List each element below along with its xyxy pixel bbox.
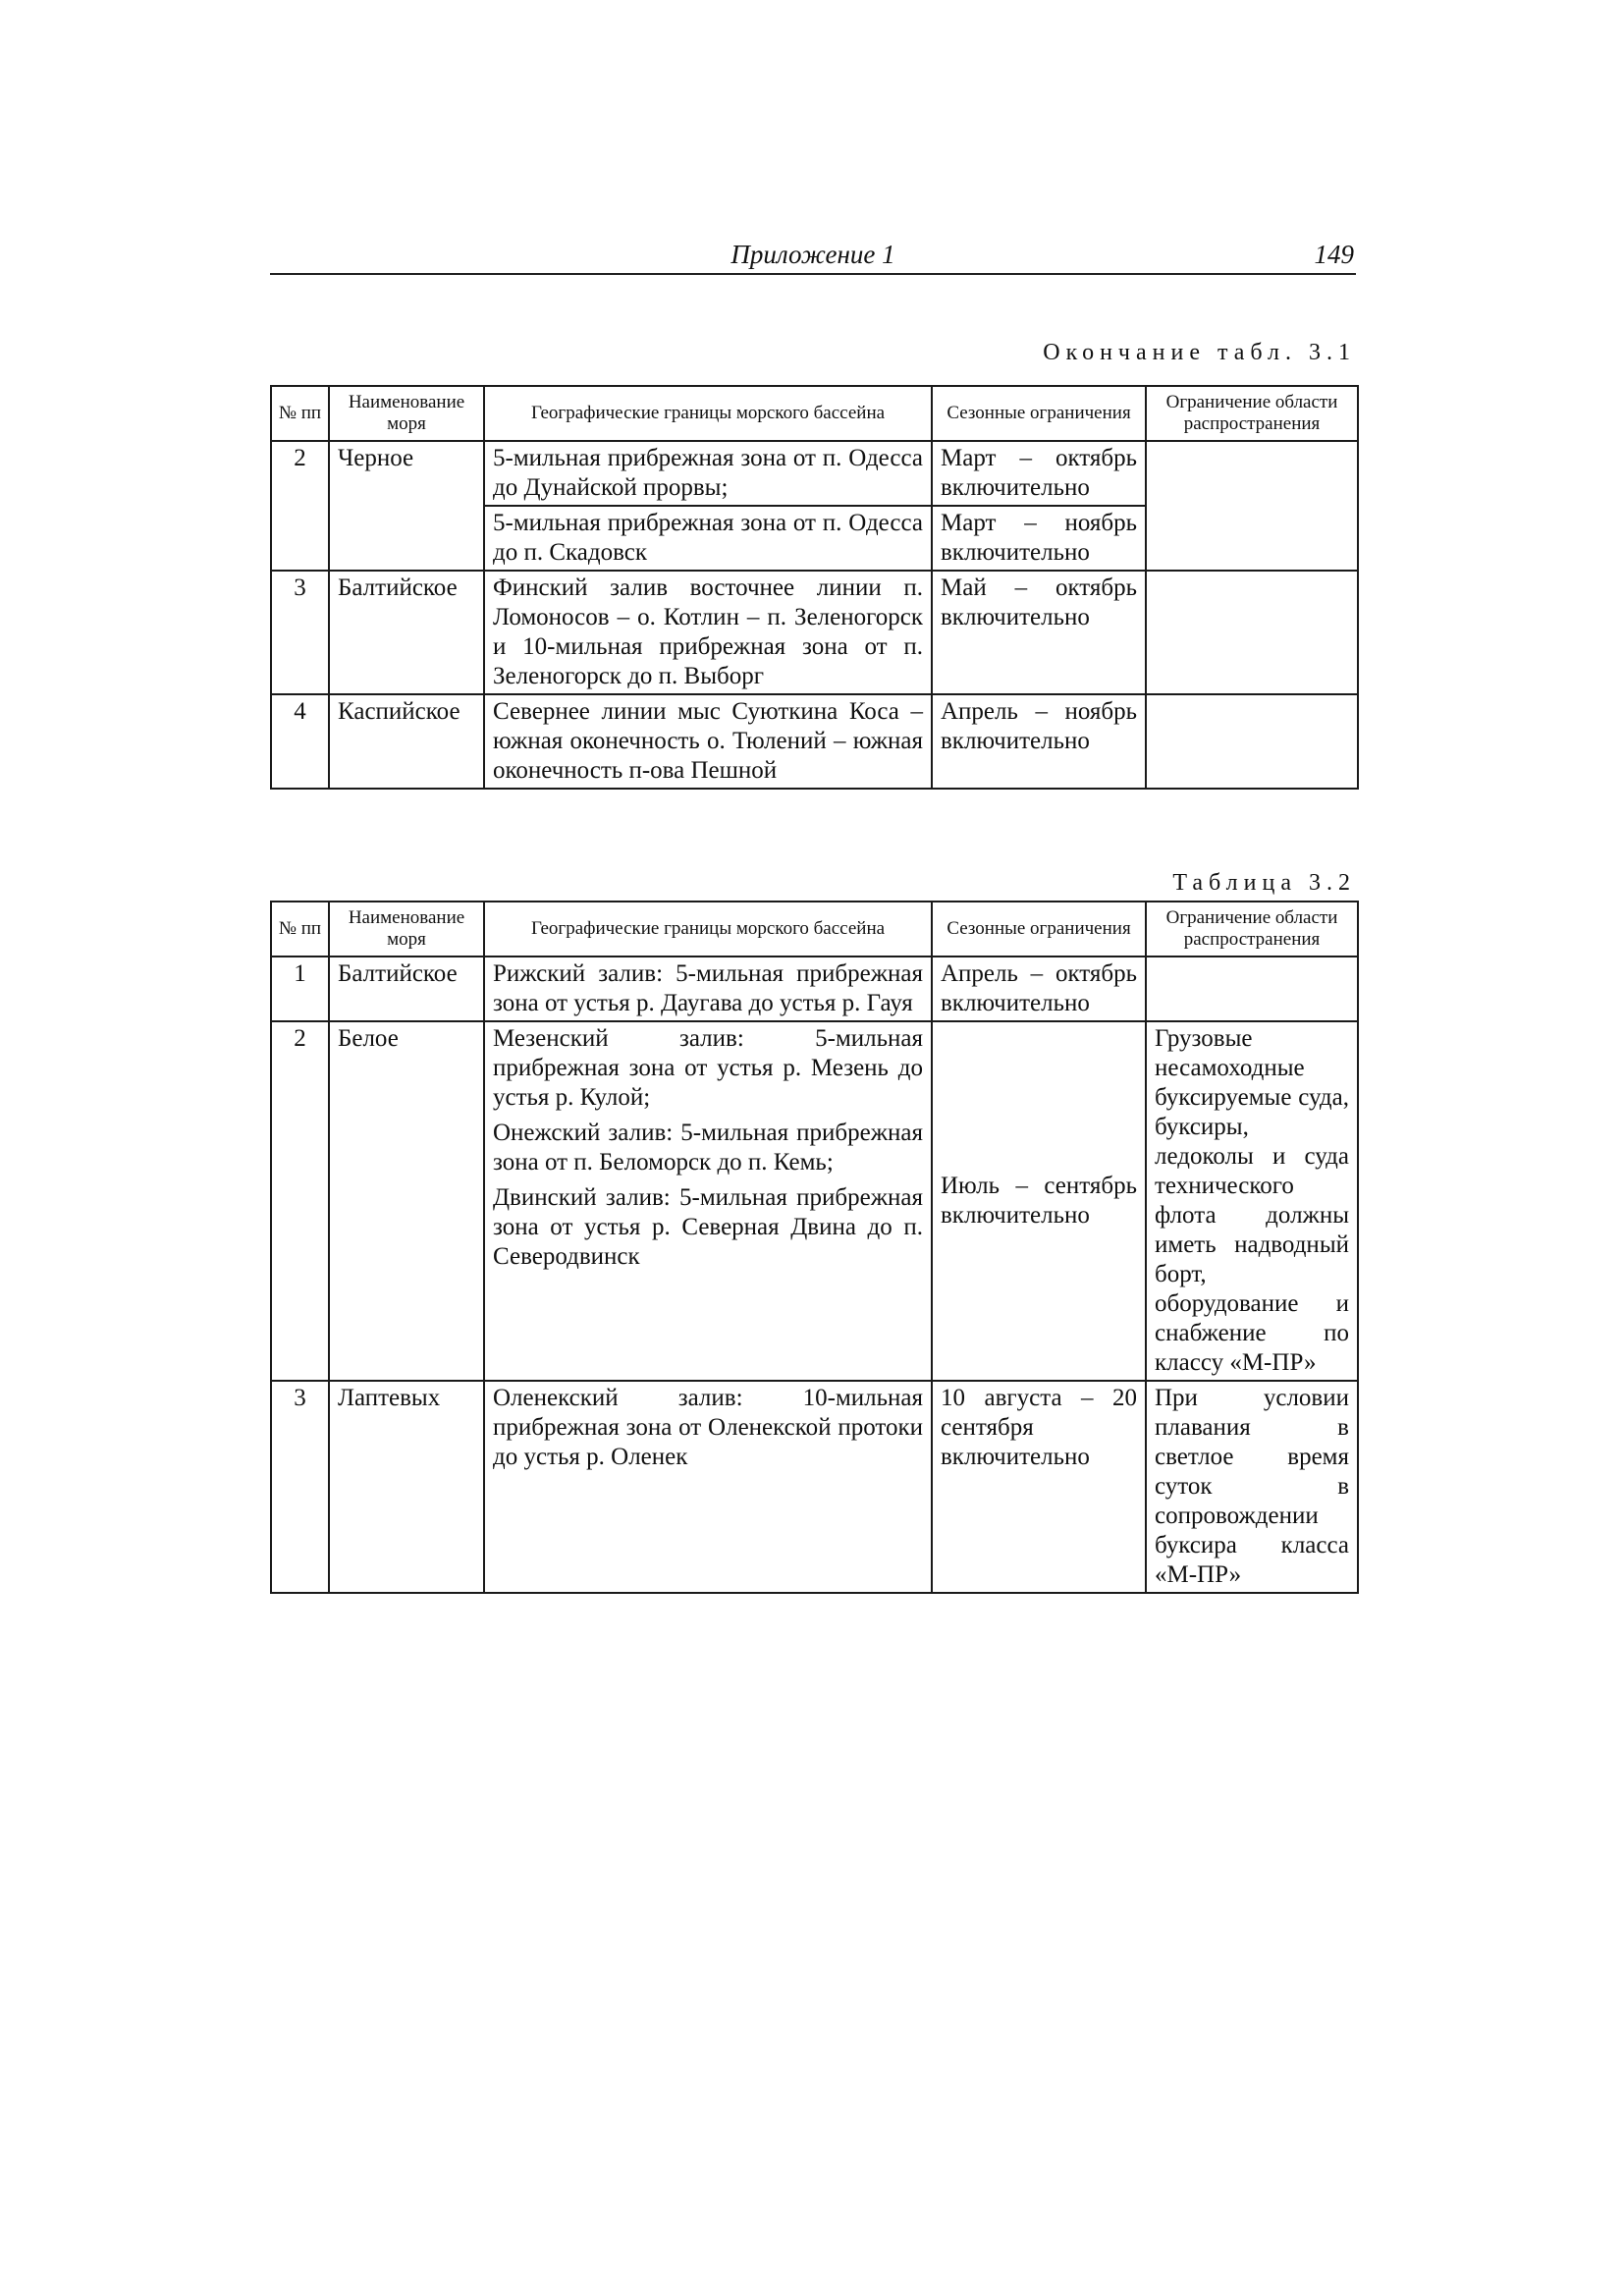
header-title: Приложение 1 bbox=[730, 240, 895, 269]
season-limits: Март – октябрь включительно bbox=[932, 441, 1146, 506]
season-limits: Май – октябрь включительно bbox=[932, 571, 1146, 694]
row-number: 3 bbox=[271, 571, 329, 694]
table-row bbox=[271, 1381, 1358, 1593]
column-header-borders: Географические границы морского бассейна bbox=[484, 902, 932, 957]
table-3-2 bbox=[270, 901, 1359, 1594]
column-header-season: Сезонные ограничения bbox=[932, 902, 1146, 957]
sea-name: Лаптевых bbox=[329, 1381, 484, 1593]
sea-name: Белое bbox=[329, 1021, 484, 1381]
basin-borders bbox=[484, 1021, 932, 1381]
area-limits bbox=[1146, 571, 1358, 694]
basin-borders bbox=[484, 1381, 932, 1593]
table-3-1 bbox=[270, 385, 1359, 790]
season-limits: Апрель – ноябрь включительно bbox=[932, 694, 1146, 789]
basin-border-paragraph: Оленекский залив: 10-мильная прибрежная зона от Оленекской протоки до устья р. Оленек bbox=[493, 1385, 923, 1470]
column-header-sea: Наименование моря bbox=[329, 902, 484, 957]
row-number: 3 bbox=[271, 1381, 329, 1593]
area-limits bbox=[1146, 694, 1358, 789]
area-limits: При условии плавания в светлое время суток в сопровождении буксира класса «М-ПР» bbox=[1146, 1381, 1358, 1593]
table-3-2-caption: Таблица 3.2 bbox=[1172, 870, 1356, 896]
basin-border-paragraph: Рижский залив: 5-мильная прибрежная зона от устья р. Даугава до устья р. Гауя bbox=[493, 960, 923, 1016]
season-limits: Июль – сентябрь включительно bbox=[932, 1021, 1146, 1381]
basin-borders bbox=[484, 957, 932, 1021]
sea-name: Балтийское bbox=[329, 571, 484, 694]
table-3-1-caption: Окончание табл. 3.1 bbox=[1043, 340, 1356, 365]
column-header-area: Ограничение области распространения bbox=[1146, 386, 1358, 441]
basin-border-paragraph: Мезенский залив: 5-мильная прибрежная зона от устья р. Мезень до устья р. Кулой; bbox=[493, 1025, 923, 1111]
column-header-num: № пп bbox=[271, 386, 329, 441]
area-limits bbox=[1146, 957, 1358, 1021]
column-header-area: Ограничение области распространения bbox=[1146, 902, 1358, 957]
table-row bbox=[271, 957, 1358, 1021]
sea-name: Каспийское bbox=[329, 694, 484, 789]
row-number: 4 bbox=[271, 694, 329, 789]
basin-border-paragraph: Онежский залив: 5-мильная прибрежная зона от п. Беломорск до п. Кемь; bbox=[493, 1120, 923, 1175]
basin-border-paragraph: Двинский залив: 5-мильная прибрежная зона от устья р. Северная Двина до п. Северодвинск bbox=[493, 1184, 923, 1270]
area-limits: Грузовые несамоходные буксируемые суда, буксиры, ледоколы и суда технического флота должны иметь надводный борт, оборудование и снабжение по классу «М-ПР» bbox=[1146, 1021, 1358, 1381]
sea-name: Балтийское bbox=[329, 957, 484, 1021]
basin-borders: 5-мильная прибрежная зона от п. Одесса до п. Скадовск bbox=[484, 506, 932, 571]
table-header-row bbox=[271, 386, 1358, 441]
row-number: 2 bbox=[271, 1021, 329, 1381]
column-header-borders: Географические границы морского бассейна bbox=[484, 386, 932, 441]
basin-borders: 5-мильная прибрежная зона от п. Одесса до Дунайской прорвы; bbox=[484, 441, 932, 506]
area-limits bbox=[1146, 441, 1358, 571]
table-row bbox=[271, 571, 1358, 694]
basin-borders: Финский залив восточнее линии п. Ломоносов – о. Котлин – п. Зеленогорск и 10-мильная прибрежная зона от п. Зеленогорск до п. Выборг bbox=[484, 571, 932, 694]
season-limits: 10 августа – 20 сентября включительно bbox=[932, 1381, 1146, 1593]
sea-name: Черное bbox=[329, 441, 484, 571]
table-header-row bbox=[271, 902, 1358, 957]
row-number: 1 bbox=[271, 957, 329, 1021]
row-number: 2 bbox=[271, 441, 329, 571]
season-limits: Апрель – октябрь включительно bbox=[932, 957, 1146, 1021]
basin-borders: Севернее линии мыс Суюткина Коса – южная оконечность о. Тюлений – южная оконечность п-ова Пешной bbox=[484, 694, 932, 789]
column-header-season: Сезонные ограничения bbox=[932, 386, 1146, 441]
running-header bbox=[270, 240, 1356, 275]
table-row bbox=[271, 1021, 1358, 1381]
column-header-sea: Наименование моря bbox=[329, 386, 484, 441]
page-number: 149 bbox=[1314, 240, 1354, 269]
table-row bbox=[271, 441, 1358, 506]
column-header-num: № пп bbox=[271, 902, 329, 957]
table-row bbox=[271, 694, 1358, 789]
season-limits: Март – ноябрь включительно bbox=[932, 506, 1146, 571]
